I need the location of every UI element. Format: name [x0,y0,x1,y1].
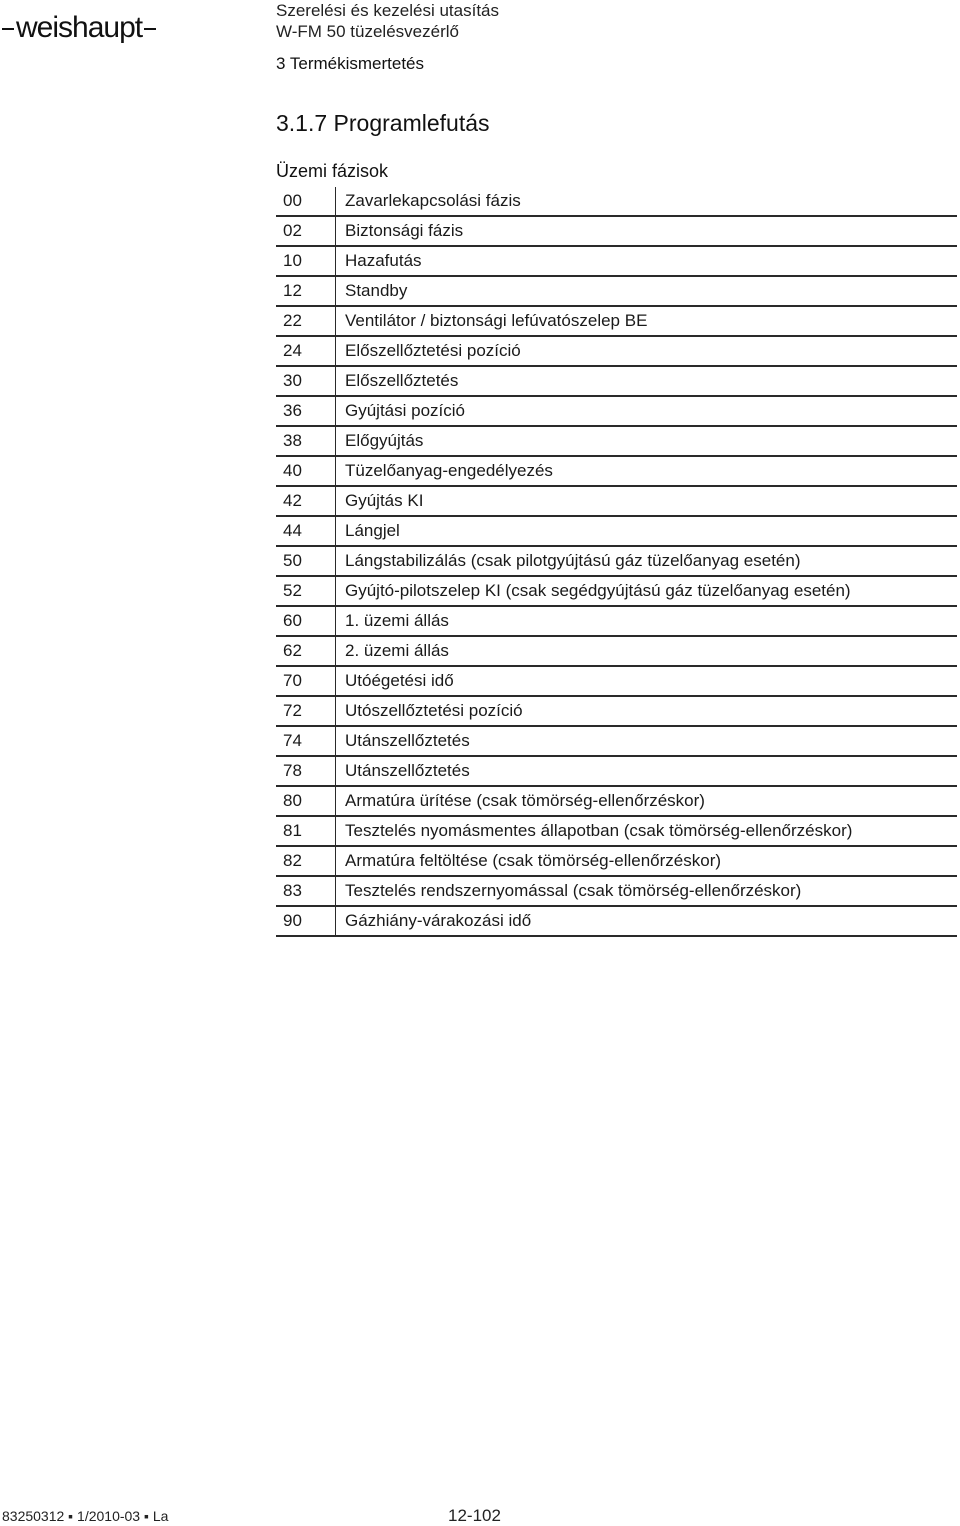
phase-description: Lángjel [336,516,958,546]
phase-code: 38 [276,426,336,456]
phase-code: 22 [276,306,336,336]
phase-code: 90 [276,906,336,936]
phase-code: 72 [276,696,336,726]
phase-description: Előszellőztetési pozíció [336,336,958,366]
phase-code: 42 [276,486,336,516]
table-row [276,366,957,396]
phase-code: 60 [276,606,336,636]
footer-doc-number: 83250312 ▪ 1/2010-03 ▪ La [2,1508,169,1524]
table-row [276,666,957,696]
phase-code: 24 [276,336,336,366]
phase-code: 50 [276,546,336,576]
table-row [276,276,957,306]
phase-table [276,187,957,937]
table-row [276,246,957,276]
logo-dash-right [144,28,156,30]
table-row [276,876,957,906]
phase-code: 62 [276,636,336,666]
phase-description: Utánszellőztetés [336,756,958,786]
phase-description: Armatúra ürítése (csak tömörség-ellenőrzéskor) [336,786,958,816]
phase-description: 1. üzemi állás [336,606,958,636]
table-row [276,426,957,456]
table-row [276,906,957,936]
table-row [276,187,957,216]
phase-description: Tesztelés rendszernyomással (csak tömörség-ellenőrzéskor) [336,876,958,906]
phase-code: 02 [276,216,336,246]
document-title [276,0,499,42]
phase-description: Lángstabilizálás (csak pilotgyújtású gáz tüzelőanyag esetén) [336,546,958,576]
table-row [276,396,957,426]
phase-code: 52 [276,576,336,606]
phase-description: Armatúra feltöltése (csak tömörség-ellenőrzéskor) [336,846,958,876]
phase-code: 81 [276,816,336,846]
phase-code: 83 [276,876,336,906]
phase-description: Előszellőztetés [336,366,958,396]
brand-name: weishaupt [16,11,143,44]
phase-code: 40 [276,456,336,486]
logo-dash-left [2,28,14,30]
phase-description: Tesztelés nyomásmentes állapotban (csak tömörség-ellenőrzéskor) [336,816,958,846]
phase-code: 78 [276,756,336,786]
phase-description: 2. üzemi állás [336,636,958,666]
phase-description: Utánszellőztetés [336,726,958,756]
phase-code: 70 [276,666,336,696]
footer-page-number: 12-102 [448,1506,501,1525]
phase-table-body [276,187,957,936]
phase-code: 82 [276,846,336,876]
phase-code: 12 [276,276,336,306]
phase-description: Utószellőztetési pozíció [336,696,958,726]
table-row [276,336,957,366]
phase-description: Gyújtási pozíció [336,396,958,426]
table-row [276,756,957,786]
table-row [276,636,957,666]
document-title-line2: W-FM 50 tüzelésvezérlő [276,22,459,41]
table-row [276,516,957,546]
table-row [276,786,957,816]
phase-code: 80 [276,786,336,816]
document-title-line1: Szerelési és kezelési utasítás [276,1,499,20]
table-row [276,306,957,336]
phase-code: 10 [276,246,336,276]
phase-description: Hazafutás [336,246,958,276]
phase-description: Biztonsági fázis [336,216,958,246]
phase-description: Gyújtó-pilotszelep KI (csak segédgyújtású gáz tüzelőanyag esetén) [336,576,958,606]
section-title: 3.1.7 Programlefutás [276,110,490,136]
phase-code: 00 [276,187,336,216]
section-header: 3 Termékismertetés [276,54,425,73]
table-row [276,216,957,246]
table-row [276,696,957,726]
phase-description: Standby [336,276,958,306]
phase-code: 74 [276,726,336,756]
phase-description: Gázhiány-várakozási idő [336,906,958,936]
phase-code: 44 [276,516,336,546]
phase-description: Tüzelőanyag-engedélyezés [336,456,958,486]
table-row [276,546,957,576]
phase-description: Utóégetési idő [336,666,958,696]
phase-description: Gyújtás KI [336,486,958,516]
table-row [276,816,957,846]
phase-description: Előgyújtás [336,426,958,456]
phase-code: 36 [276,396,336,426]
table-row [276,576,957,606]
brand-logo [0,12,158,44]
subheading: Üzemi fázisok [276,161,389,181]
table-row [276,456,957,486]
table-row [276,486,957,516]
phase-description: Zavarlekapcsolási fázis [336,187,958,216]
phase-description: Ventilátor / biztonsági lefúvatószelep BE [336,306,958,336]
table-row [276,726,957,756]
phase-code: 30 [276,366,336,396]
table-row [276,846,957,876]
table-row [276,606,957,636]
